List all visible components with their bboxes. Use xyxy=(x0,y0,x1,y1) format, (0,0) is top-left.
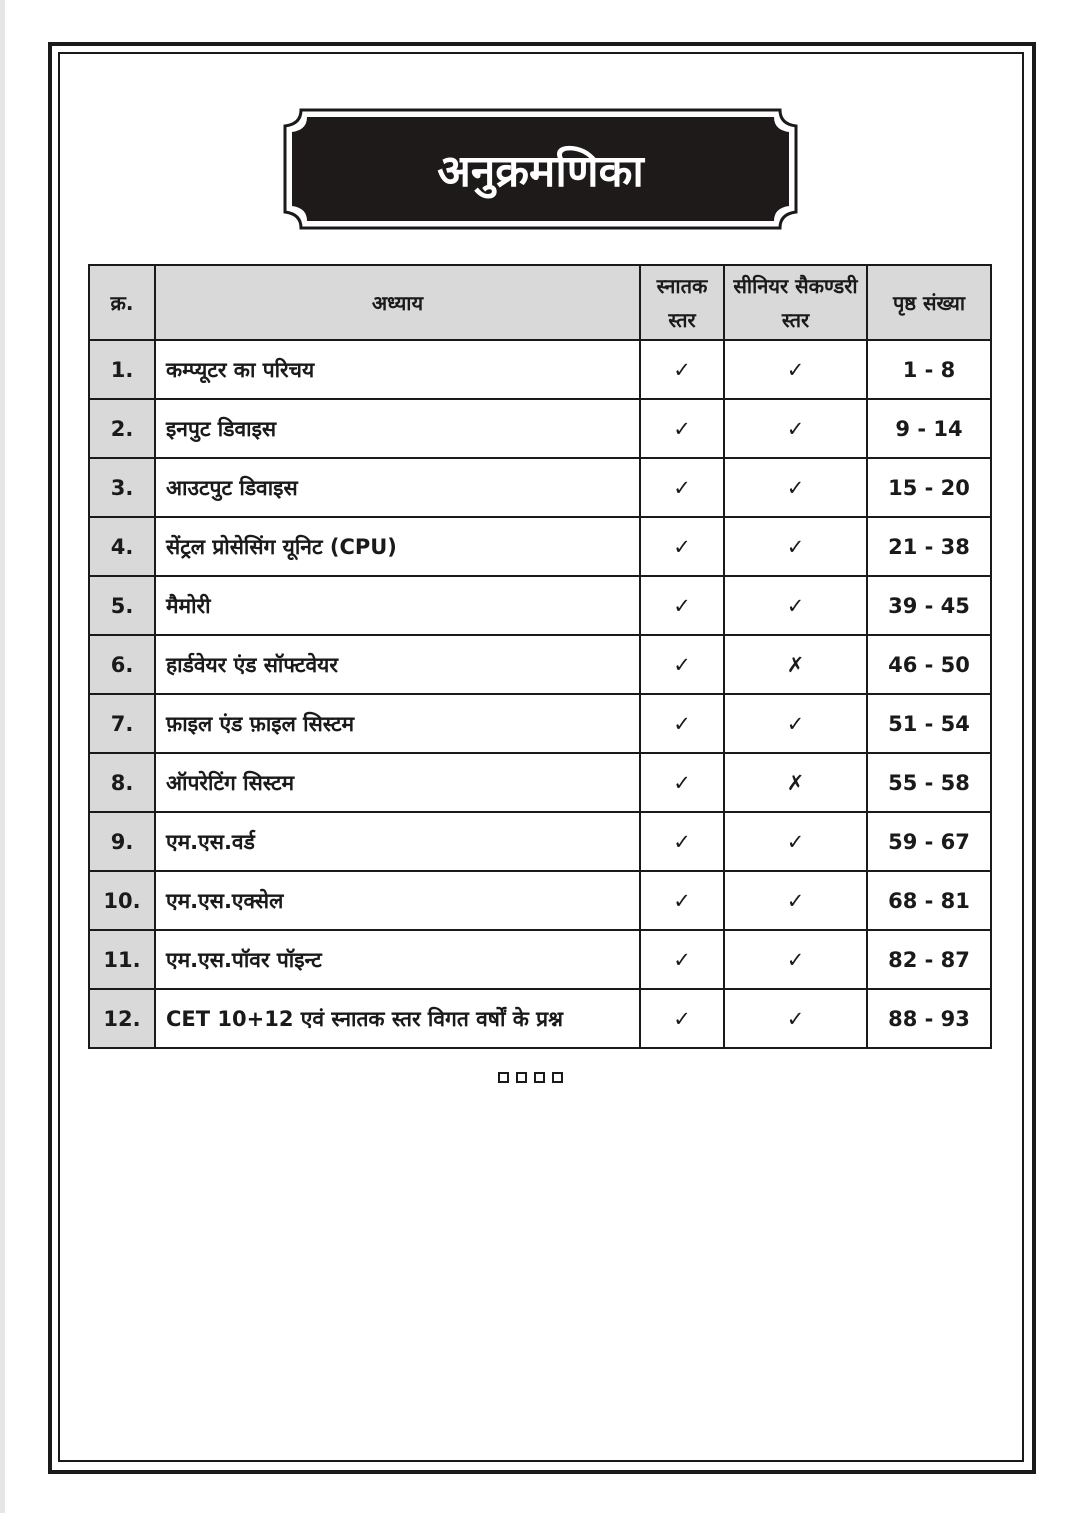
row-senior-secondary-mark: ✗ xyxy=(724,753,867,812)
row-senior-secondary-mark: ✓ xyxy=(724,576,867,635)
row-senior-secondary-mark: ✓ xyxy=(724,871,867,930)
row-graduate-mark: ✓ xyxy=(640,517,724,576)
table-row xyxy=(89,399,991,458)
header-sno: क्र. xyxy=(89,265,155,340)
row-sno: 4. xyxy=(89,517,155,576)
row-chapter: एम.एस.पॉवर पॉइन्ट xyxy=(155,930,640,989)
square-ornament-icon xyxy=(552,1072,563,1083)
table-row xyxy=(89,989,991,1048)
end-ornament-squares xyxy=(498,1072,586,1088)
row-pages: 88 - 93 xyxy=(867,989,991,1048)
row-senior-secondary-mark: ✗ xyxy=(724,635,867,694)
row-chapter: कम्प्यूटर का परिचय xyxy=(155,340,640,399)
row-chapter: ऑपरेटिंग सिस्टम xyxy=(155,753,640,812)
row-chapter: हार्डवेयर एंड सॉफ्टवेयर xyxy=(155,635,640,694)
row-pages: 21 - 38 xyxy=(867,517,991,576)
row-pages: 1 - 8 xyxy=(867,340,991,399)
table-row xyxy=(89,340,991,399)
row-senior-secondary-mark: ✓ xyxy=(724,930,867,989)
row-graduate-mark: ✓ xyxy=(640,399,724,458)
page-title: अनुक्रमणिका xyxy=(437,146,644,197)
table-row xyxy=(89,576,991,635)
row-graduate-mark: ✓ xyxy=(640,753,724,812)
table-row xyxy=(89,517,991,576)
row-pages: 51 - 54 xyxy=(867,694,991,753)
table-row xyxy=(89,458,991,517)
row-sno: 11. xyxy=(89,930,155,989)
row-pages: 15 - 20 xyxy=(867,458,991,517)
row-pages: 9 - 14 xyxy=(867,399,991,458)
table-row xyxy=(89,753,991,812)
row-senior-secondary-mark: ✓ xyxy=(724,694,867,753)
row-sno: 2. xyxy=(89,399,155,458)
title-banner xyxy=(283,108,798,230)
row-graduate-mark: ✓ xyxy=(640,340,724,399)
table-row xyxy=(89,812,991,871)
row-sno: 10. xyxy=(89,871,155,930)
row-chapter: एम.एस.वर्ड xyxy=(155,812,640,871)
square-ornament-icon xyxy=(516,1072,527,1083)
page-edge-shade xyxy=(0,0,5,1513)
row-senior-secondary-mark: ✓ xyxy=(724,458,867,517)
header-page-numbers: पृष्ठ संख्या xyxy=(867,265,991,340)
row-sno: 3. xyxy=(89,458,155,517)
row-pages: 59 - 67 xyxy=(867,812,991,871)
row-graduate-mark: ✓ xyxy=(640,635,724,694)
row-graduate-mark: ✓ xyxy=(640,812,724,871)
row-pages: 46 - 50 xyxy=(867,635,991,694)
header-chapter: अध्याय xyxy=(155,265,640,340)
row-graduate-mark: ✓ xyxy=(640,458,724,517)
row-senior-secondary-mark: ✓ xyxy=(724,989,867,1048)
row-senior-secondary-mark: ✓ xyxy=(724,812,867,871)
row-sno: 6. xyxy=(89,635,155,694)
row-pages: 39 - 45 xyxy=(867,576,991,635)
row-chapter: इनपुट डिवाइस xyxy=(155,399,640,458)
row-chapter: CET 10+12 एवं स्नातक स्तर विगत वर्षों के प्रश्न xyxy=(155,989,640,1048)
table-header-row xyxy=(89,265,991,340)
square-ornament-icon xyxy=(498,1072,509,1083)
row-graduate-mark: ✓ xyxy=(640,989,724,1048)
row-pages: 55 - 58 xyxy=(867,753,991,812)
row-sno: 9. xyxy=(89,812,155,871)
row-chapter: सेंट्रल प्रोसेसिंग यूनिट (CPU) xyxy=(155,517,640,576)
row-pages: 68 - 81 xyxy=(867,871,991,930)
contents-table xyxy=(88,264,992,1049)
table-row xyxy=(89,694,991,753)
table-row xyxy=(89,871,991,930)
row-graduate-mark: ✓ xyxy=(640,930,724,989)
row-sno: 5. xyxy=(89,576,155,635)
row-chapter: मैमोरी xyxy=(155,576,640,635)
row-senior-secondary-mark: ✓ xyxy=(724,517,867,576)
header-graduate-level: स्नातक स्तर xyxy=(640,265,724,340)
row-sno: 7. xyxy=(89,694,155,753)
row-graduate-mark: ✓ xyxy=(640,576,724,635)
table-row xyxy=(89,635,991,694)
row-sno: 8. xyxy=(89,753,155,812)
row-chapter: फ़ाइल एंड फ़ाइल सिस्टम xyxy=(155,694,640,753)
row-senior-secondary-mark: ✓ xyxy=(724,399,867,458)
table-row xyxy=(89,930,991,989)
row-chapter: एम.एस.एक्सेल xyxy=(155,871,640,930)
row-senior-secondary-mark: ✓ xyxy=(724,340,867,399)
row-pages: 82 - 87 xyxy=(867,930,991,989)
row-graduate-mark: ✓ xyxy=(640,694,724,753)
square-ornament-icon xyxy=(534,1072,545,1083)
row-chapter: आउटपुट डिवाइस xyxy=(155,458,640,517)
row-graduate-mark: ✓ xyxy=(640,871,724,930)
header-senior-secondary-level: सीनियर सैकण्डरी स्तर xyxy=(724,265,867,340)
row-sno: 1. xyxy=(89,340,155,399)
row-sno: 12. xyxy=(89,989,155,1048)
